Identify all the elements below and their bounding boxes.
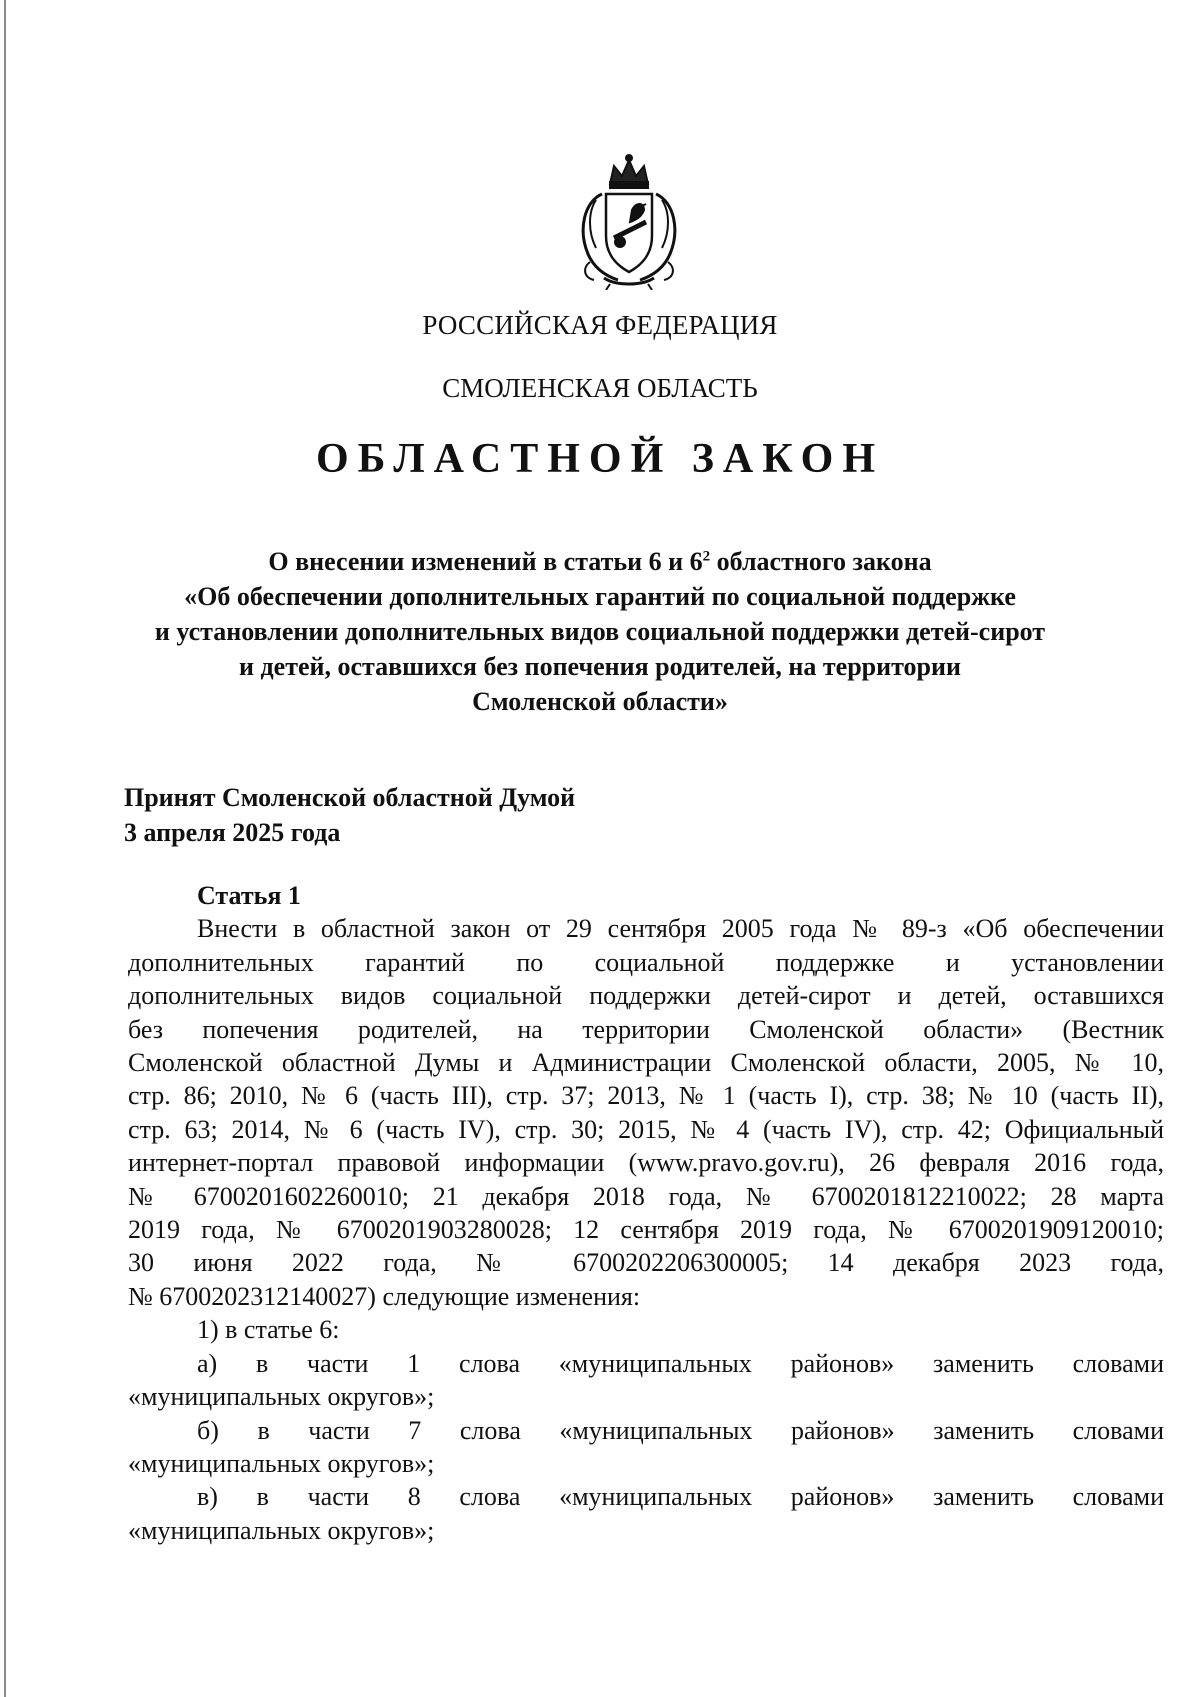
law-title-line-5: Смоленской области» [472, 687, 728, 716]
paragraph-line: 2019 года, № 6700201903280028; 12 сентября 2019 года, № 6700201909120010; [128, 1215, 1164, 1245]
scan-edge [4, 0, 6, 1697]
subitem-b-line: «муниципальных округов»; [128, 1448, 435, 1478]
paragraph-line: дополнительных видов социальной поддержки детей-сирот и детей, оставшихся [128, 981, 1164, 1011]
smolensk-coat-of-arms-icon [570, 150, 688, 290]
subitem-a-line: а) в части 1 слова «муниципальных районов» заменить словами [197, 1348, 1164, 1378]
paragraph-line: стр. 63; 2014, № 6 (часть IV), стр. 30; 2015, № 4 (часть IV), стр. 42; Официальный [128, 1114, 1164, 1144]
paragraph-line: Внести в областной закон от 29 сентября 2005 года № 89-з «Об обеспечении [197, 914, 1164, 944]
law-title-line-1: О внесении изменений в статьи 6 и $6^2$ областного закона [268, 547, 932, 576]
paragraph-line: № 6700201602260010; 21 декабря 2018 года, № 6700201812210022; 28 марта [128, 1181, 1164, 1211]
document-type: ОБЛАСТНОЙ ЗАКОН [315, 436, 885, 482]
law-title [0, 544, 1200, 719]
adoption-date: 3 апреля 2025 года [124, 818, 341, 847]
subitem-c-line: «муниципальных округов»; [128, 1515, 435, 1545]
paragraph-line: 30 июня 2022 года, № 6700202206300005; 14 декабря 2023 года, [128, 1248, 1164, 1278]
region-name: СМОЛЕНСКАЯ ОБЛАСТЬ [442, 373, 758, 403]
law-title-line-4: и детей, оставшихся без попечения родителей, на территории [239, 652, 961, 681]
adoption-note [124, 780, 575, 850]
subitem-a-line: «муниципальных округов»; [128, 1382, 435, 1412]
superscript: 2 [702, 548, 711, 565]
paragraph-line: Смоленской областной Думы и Администрации Смоленской области, 2005, № 10, [128, 1048, 1164, 1078]
paragraph-line: без попечения родителей, на территории Смоленской области» (Вестник [128, 1014, 1164, 1044]
subitem-b-line: б) в части 7 слова «муниципальных районов» заменить словами [197, 1415, 1164, 1445]
article-heading: Статья 1 [197, 881, 301, 910]
item-1: 1) в статье 6: [197, 1315, 340, 1345]
paragraph-line: интернет-портал правовой информации (www.pravo.gov.ru), 26 февраля 2016 года, [128, 1148, 1164, 1178]
country-name: РОССИЙСКАЯ ФЕДЕРАЦИЯ [422, 310, 778, 340]
article-1 [128, 879, 1164, 1547]
paragraph-line: стр. 86; 2010, № 6 (часть III), стр. 37; 2013, № 1 (часть I), стр. 38; № 10 (часть II), [128, 1081, 1164, 1111]
subitem-c-line: в) в части 8 слова «муниципальных районов» заменить словами [197, 1482, 1164, 1512]
law-title-line-3: и установлении дополнительных видов социальной поддержки детей-сирот [154, 617, 1046, 646]
law-title-line-2: «Об обеспечении дополнительных гарантий по социальной поддержке [184, 582, 1016, 611]
adoption-body: Принят Смоленской областной Думой [124, 783, 576, 812]
paragraph-last-line: № 6700202312140027) следующие изменения: [128, 1281, 641, 1311]
paragraph-line: дополнительных гарантий по социальной поддержке и установлении [128, 947, 1164, 977]
